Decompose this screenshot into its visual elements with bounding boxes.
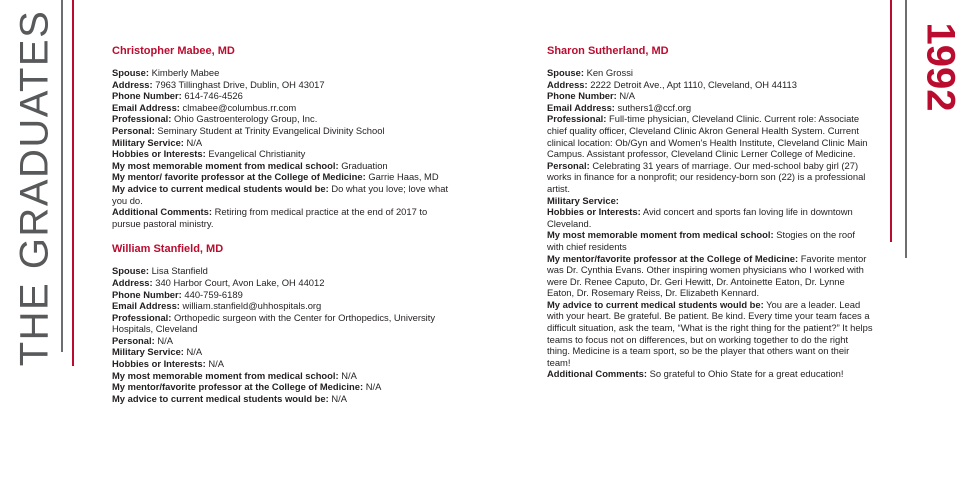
graduate-name: Christopher Mabee, MD: [112, 45, 235, 57]
field-label: My most memorable moment from medical school:: [112, 369, 339, 381]
field-personal: [112, 335, 452, 347]
field-value: Favorite mentor was Dr. Cynthia Evans. Other inspiring women physicians who I worked with were Dr. Renee Caputo, Dr. Geri Hewitt, Dr. Antoinette Eaton, Dr. Lynne Eaton, Dr. Rosemary Reiss, Dr. Elizabeth Kennard.: [547, 252, 867, 299]
field-value: Lisa Stanfield: [151, 265, 208, 277]
field-value: Do what you love; love what you do.: [112, 182, 449, 206]
field-value: Ken Grossi: [586, 67, 633, 78]
field-value: 614-746-4526: [184, 90, 243, 102]
field-label: My advice to current medical students would be:: [112, 392, 329, 404]
field-value: Seminary Student at Trinity Evangelical Divinity School: [157, 124, 385, 136]
field-label: My advice to current medical students would be:: [112, 182, 329, 194]
section-title-text: THE GRADUATES: [12, 9, 57, 367]
field-address: [112, 277, 452, 289]
field-label: Personal:: [112, 124, 155, 136]
right-gray-rule: [905, 0, 907, 258]
graduate-entry-william-stanfield-md: [112, 243, 452, 404]
field-professional: [112, 312, 452, 335]
field-phone-number: [112, 289, 452, 301]
section-title: [12, 9, 57, 367]
graduate-entry-christopher-mabee-md: [112, 45, 452, 229]
left-gray-rule: [61, 0, 63, 352]
field-value: N/A: [341, 369, 357, 381]
field-label: My mentor/ favorite professor at the College of Medicine:: [112, 171, 366, 183]
field-value: N/A: [186, 136, 203, 148]
field-label: Spouse:: [112, 67, 149, 78]
field-label: Military Service:: [112, 136, 184, 148]
field-label: Professional:: [112, 311, 172, 323]
field-value: 2222 Detroit Ave., Apt 1110, Cleveland, OH 44113: [590, 78, 797, 90]
field-email-address: [112, 102, 452, 114]
left-column: [112, 45, 452, 418]
field-label: Personal:: [547, 159, 590, 171]
field-value: N/A: [619, 90, 636, 102]
field-label: Hobbies or Interests:: [547, 206, 641, 218]
field-value: N/A: [157, 334, 173, 346]
field-value: Celebrating 31 years of marriage. Our med-school baby girl (27) works in finance for a nonprofit; our residency-born son (22) is a professional artist.: [547, 159, 866, 194]
field-label: Professional:: [547, 113, 607, 125]
class-year: [918, 12, 962, 122]
field-value: N/A: [186, 346, 203, 358]
field-value: 440-759-6189: [184, 288, 243, 300]
field-label: Phone Number:: [547, 90, 617, 102]
right-column: [547, 45, 873, 394]
field-label: Email Address:: [112, 101, 180, 113]
left-red-rule: [72, 0, 74, 366]
field-label: My mentor/favorite professor at the College of Medicine:: [547, 252, 799, 264]
field-label: Professional:: [112, 113, 172, 125]
field-value: Garrie Haas, MD: [368, 171, 439, 183]
field-my-advice-to-current-medical-students-would-be: [112, 183, 452, 206]
field-email-address: [547, 102, 873, 114]
field-label: My most memorable moment from medical school:: [112, 159, 339, 171]
field-phone-number: [547, 90, 873, 102]
field-label: Email Address:: [112, 300, 180, 312]
field-label: Email Address:: [547, 101, 615, 113]
field-label: Phone Number:: [112, 90, 182, 102]
field-military-service: [547, 195, 873, 207]
field-spouse: [112, 265, 452, 277]
field-label: Military Service:: [112, 346, 184, 358]
field-spouse: [547, 67, 873, 79]
field-additional-comments: [547, 368, 873, 380]
field-value: Ohio Gastroenterology Group, Inc.: [174, 113, 318, 125]
field-label: Military Service:: [547, 194, 619, 206]
field-value: Avid concert and sports fan loving life in downtown Cleveland.: [547, 206, 853, 229]
right-red-rule: [890, 0, 892, 242]
field-label: My most memorable moment from medical school:: [547, 229, 774, 241]
field-label: Address:: [112, 78, 153, 90]
field-military-service: [112, 137, 452, 149]
graduate-name: Sharon Sutherland, MD: [547, 45, 669, 57]
field-hobbies-or-interests: [112, 358, 452, 370]
field-label: Hobbies or Interests:: [112, 358, 206, 370]
field-address: [547, 79, 873, 91]
class-year-text: 1992: [918, 22, 963, 112]
field-my-advice-to-current-medical-students-would-be: [112, 393, 452, 405]
field-value: Stogies on the roof with chief residents: [547, 229, 855, 252]
field-professional: [112, 113, 452, 125]
field-label: Additional Comments:: [112, 206, 212, 218]
field-my-mentor-favorite-professor-at-the-college-of-medicine: [112, 381, 452, 393]
field-email-address: [112, 300, 452, 312]
field-personal: [547, 160, 873, 195]
field-value: 340 Harbor Court, Avon Lake, OH 44012: [155, 276, 325, 288]
field-value: Full-time physician, Cleveland Clinic. Current role: Associate chief quality officer, Cleveland Clinic Akron General Health System. Current clinical location: Ob/Gyn and Women's Health Institute, Cleveland Clinic Main Campus. Assistant professor, Cleveland Clinic Lerner College of Medicine.: [547, 113, 868, 160]
field-my-most-memorable-moment-from-medical-school: [112, 370, 452, 382]
field-value: william.stanfield@uhhospitals.org: [182, 300, 322, 312]
field-hobbies-or-interests: [547, 206, 873, 229]
field-label: Personal:: [112, 334, 155, 346]
field-label: Phone Number:: [112, 288, 182, 300]
field-my-mentor-favorite-professor-at-the-college-of-medicine: [547, 253, 873, 299]
field-value: N/A: [331, 392, 347, 404]
field-value: N/A: [365, 381, 382, 393]
field-my-most-memorable-moment-from-medical-school: [547, 229, 873, 252]
field-value: Retiring from medical practice at the end of 2017 to pursue pastoral ministry.: [112, 206, 428, 229]
field-label: My mentor/favorite professor at the College of Medicine:: [112, 381, 364, 393]
field-value: Graduation: [341, 159, 388, 171]
field-value: N/A: [208, 358, 225, 370]
field-value: You are a leader. Lead with your heart. Be grateful. Be patient. Be kind. Every time your team faces a difficult situation, ask the team, “What is the right thing for the patient?” It helps teams to focus not on differences, but on working together to do the right thing. Medicine is a team sport, so be the player that others want on their team!: [547, 298, 873, 368]
field-address: [112, 79, 452, 91]
field-label: Additional Comments:: [547, 368, 647, 380]
field-value: 7963 Tillinghast Drive, Dublin, OH 43017: [155, 78, 325, 90]
graduate-name: William Stanfield, MD: [112, 243, 224, 256]
field-label: Spouse:: [547, 67, 584, 78]
field-value: Kimberly Mabee: [151, 67, 220, 78]
field-professional: [547, 113, 873, 159]
field-value: clmabee@columbus.rr.com: [182, 101, 297, 113]
field-my-advice-to-current-medical-students-would-be: [547, 299, 873, 369]
field-value: So grateful to Ohio State for a great education!: [649, 368, 844, 380]
field-personal: [112, 125, 452, 137]
field-label: Address:: [547, 78, 588, 90]
field-label: Hobbies or Interests:: [112, 148, 206, 160]
field-value: Orthopedic surgeon with the Center for Orthopedics, University Hospitals, Cleveland: [112, 311, 436, 335]
field-value: Evangelical Christianity: [208, 148, 306, 160]
field-my-most-memorable-moment-from-medical-school: [112, 160, 452, 172]
field-hobbies-or-interests: [112, 148, 452, 160]
field-military-service: [112, 346, 452, 358]
field-value: suthers1@ccf.org: [617, 101, 692, 113]
field-spouse: [112, 67, 452, 79]
field-label: Address:: [112, 276, 153, 288]
field-label: My advice to current medical students would be:: [547, 298, 764, 310]
field-my-mentor-favorite-professor-at-the-college-of-medicine: [112, 171, 452, 183]
field-additional-comments: [112, 206, 452, 229]
graduate-entry-sharon-sutherland-md: [547, 45, 873, 380]
field-phone-number: [112, 90, 452, 102]
field-label: Spouse:: [112, 265, 149, 277]
